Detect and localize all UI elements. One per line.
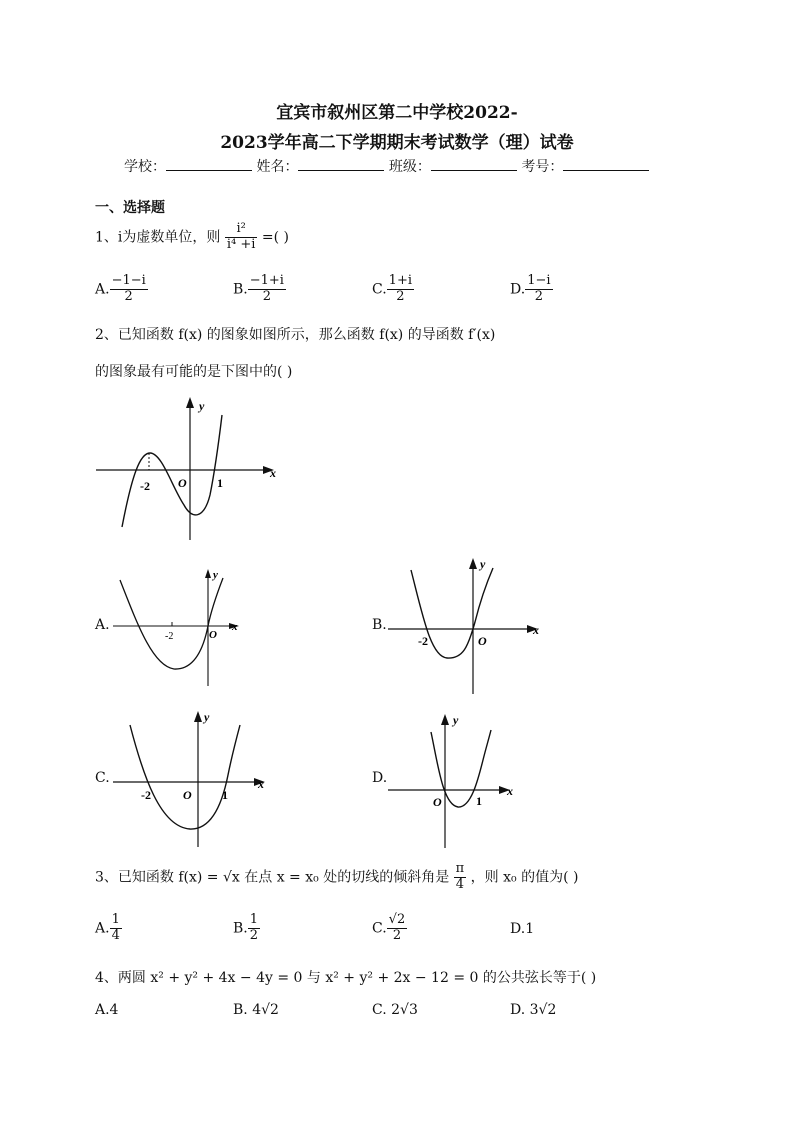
question-3 [95, 862, 578, 893]
school-blank [166, 158, 252, 171]
svg-text:y: y [213, 569, 218, 581]
svg-text:O: O [478, 634, 487, 648]
q2-option-c-label: C. [95, 770, 110, 786]
q1-option-c: C. $\frac{1+i}{2}$ [372, 273, 412, 304]
q2-option-a-graph [108, 566, 248, 691]
fx-minus2-label: -2 [140, 479, 150, 493]
q2-line2: 的图象最有可能的是下图中的( ) [95, 364, 293, 380]
q1-option-d: D. $\frac{1-i}{2}$ [510, 273, 551, 304]
q1-option-a: A. $\frac{-1-i}{2}$ [95, 273, 146, 304]
q1-prefix: 1、i为虚数单位，则 [95, 229, 221, 246]
student-info-row [124, 156, 649, 176]
svg-text:x: x [533, 623, 539, 637]
q3-fraction: $\frac{\pi}{4}$ [455, 861, 465, 892]
class-blank [431, 158, 517, 171]
question-4: 4、两圆 x² + y² + 4x − 4y = 0 与 x² + y² + 2x − 12 = 0 的公共弦长等于( ) [95, 970, 597, 986]
fx-y-label: y [199, 399, 205, 413]
svg-text:y: y [480, 557, 486, 571]
q3-option-d: D.1 [510, 921, 535, 937]
svg-text:1: 1 [476, 794, 482, 808]
fx-x-label: x [270, 466, 276, 480]
q2-option-d-graph [383, 710, 523, 850]
q4-option-d: D. 3√2 [510, 1002, 557, 1018]
name-label: 姓名： [256, 159, 299, 175]
svg-text:-2: -2 [418, 634, 428, 648]
svg-text:x: x [258, 777, 264, 791]
q1-suffix: =( ) [261, 229, 289, 246]
svg-text:O: O [433, 795, 442, 809]
section-heading: 一、选择题 [95, 200, 165, 216]
fx-graph [92, 395, 292, 545]
fx-origin-label: O [178, 476, 187, 490]
q3-option-a: A. $\frac{1}{4}$ [95, 912, 120, 943]
svg-text:1: 1 [222, 788, 228, 802]
question-1 [95, 222, 289, 253]
svg-text:y: y [453, 713, 459, 727]
q1-fraction [225, 222, 258, 253]
q2-option-a-label: A. [95, 617, 110, 633]
school-label: 学校： [124, 159, 166, 175]
name-blank [298, 158, 384, 171]
svg-text:-2: -2 [141, 788, 151, 802]
q3-text-a: 3、已知函数 f(x) = √x 在点 x = x₀ 处的切线的倾斜角是 [95, 869, 450, 886]
q4-option-c: C. 2√3 [372, 1002, 418, 1018]
q1-frac-num: i² [225, 222, 258, 238]
q2-option-d-label: D. [372, 770, 388, 786]
class-label: 班级： [388, 159, 431, 175]
q2-option-b-graph [383, 552, 548, 697]
svg-text:x: x [507, 784, 513, 798]
q4-option-a: A.4 [95, 1002, 119, 1018]
exam-title-line2: 2023学年高二下学期期末考试数学（理）试卷 [220, 133, 574, 153]
q2-line1: 2、已知函数 f(x) 的图象如图所示，那么函数 f(x) 的导函数 f′(x) [95, 327, 496, 343]
svg-text:O: O [209, 629, 217, 641]
q4-option-b: B. 4√2 [233, 1002, 279, 1018]
q2-option-b-label: B. [372, 617, 387, 633]
q3-option-c: C. $\frac{√2}{2}$ [372, 912, 406, 943]
fx-one-label: 1 [217, 476, 223, 490]
q2-option-c-graph [108, 705, 273, 850]
svg-text:x: x [232, 621, 238, 633]
number-label: 考号： [521, 159, 564, 175]
q3-text-b: ，则 x₀ 的值为( ) [470, 869, 579, 886]
exam-title-line1: 宜宾市叙州区第二中学校2022- [276, 103, 518, 123]
q3-option-b: B. $\frac{1}{2}$ [233, 912, 259, 943]
svg-text:O: O [183, 788, 192, 802]
number-blank [563, 158, 649, 171]
svg-text:-2: -2 [165, 631, 174, 642]
q1-frac-den: i⁴ +i [226, 236, 256, 252]
q1-option-b: B. $\frac{-1+i}{2}$ [233, 273, 284, 304]
svg-text:y: y [204, 710, 210, 724]
